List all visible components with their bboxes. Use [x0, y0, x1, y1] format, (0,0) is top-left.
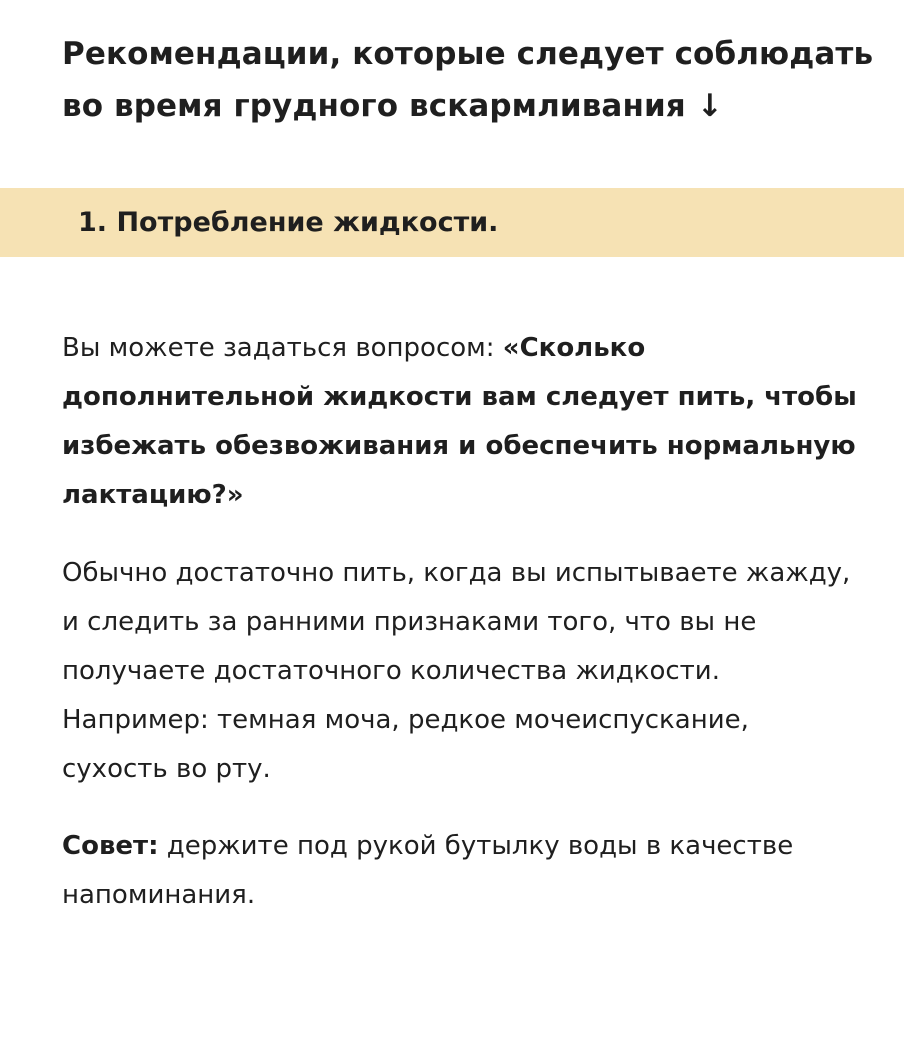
question-paragraph [62, 324, 862, 520]
question-bold: «Сколько дополнительной жидкости вам следует пить, чтобы избежать обезвоживания и обеспечить нормальную лактацию?» [62, 333, 857, 510]
tip-paragraph [62, 822, 862, 920]
section-heading: 1. Потребление жидкости. [78, 207, 499, 238]
answer-paragraph: Обычно достаточно пить, когда вы испытываете жажду, и следить за ранними признаками того, что вы не получаете достаточного количества жидкости. Например: темная моча, редкое мочеиспускание, сухость во рту. [62, 558, 851, 784]
section-band [0, 188, 904, 257]
question-intro: Вы можете задаться вопросом: [62, 333, 503, 363]
page-title: Рекомендации, которые следует соблюдать во время грудного вскармливания ↓ [62, 36, 874, 124]
tip-text: держите под рукой бутылку воды в качестве напоминания. [62, 831, 794, 910]
tip-label: Совет: [62, 831, 159, 861]
